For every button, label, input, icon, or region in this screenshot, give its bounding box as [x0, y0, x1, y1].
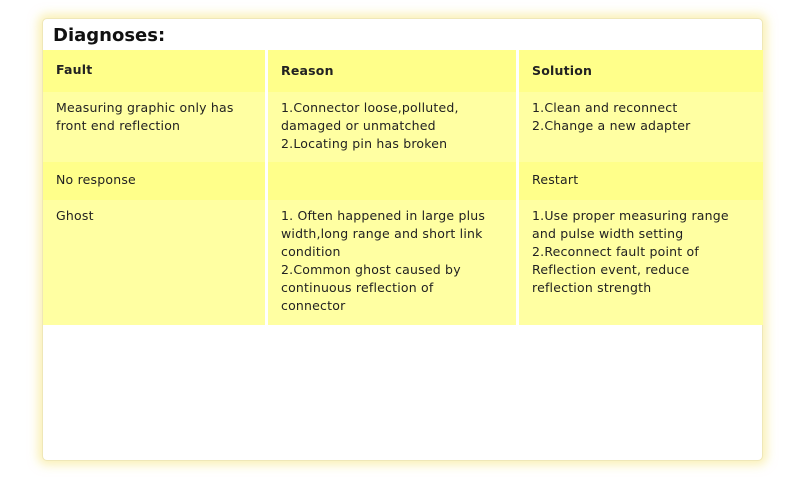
solution-line: 1.Clean and reconnect — [532, 100, 678, 115]
column-header-fault: Fault — [43, 50, 265, 92]
table-cell-reason — [268, 162, 516, 200]
reason-line: 1.Connector loose,polluted, — [281, 100, 459, 115]
reason-line: connector — [281, 298, 346, 313]
reason-line: condition — [281, 244, 341, 259]
solution-line: Restart — [532, 172, 579, 187]
table-cell-solution — [519, 162, 763, 200]
fault-text: Measuring graphic only has front end reflection — [56, 100, 234, 133]
solution-list — [532, 99, 753, 135]
solution-line: Reflection event, reduce — [532, 262, 690, 277]
solution-line: 2.Change a new adapter — [532, 118, 691, 133]
reason-line: width,long range and short link — [281, 226, 483, 241]
solution-line: and pulse width setting — [532, 226, 684, 241]
column-header-solution: Solution — [519, 50, 763, 92]
reason-line: continuous reflection of — [281, 280, 434, 295]
table-cell-fault — [43, 162, 265, 200]
table-cell-solution — [519, 200, 763, 325]
reason-line: damaged or unmatched — [281, 118, 436, 133]
table-cell-reason — [268, 200, 516, 325]
solution-list — [532, 207, 753, 297]
table-cell-fault — [43, 200, 265, 325]
solution-line: 1.Use proper measuring range — [532, 208, 729, 223]
reason-list — [281, 207, 506, 315]
table-cell-fault — [43, 92, 265, 162]
reason-line: 1. Often happened in large plus — [281, 208, 486, 223]
table-cell-solution — [519, 92, 763, 162]
column-header-reason: Reason — [268, 50, 516, 92]
diagnoses-table — [43, 50, 763, 325]
solution-line: reflection strength — [532, 280, 652, 295]
fault-text: Ghost — [56, 208, 94, 223]
reason-list — [281, 99, 506, 153]
reason-line: 2.Locating pin has broken — [281, 136, 448, 151]
panel-title: Diagnoses: — [53, 25, 166, 46]
solution-line: 2.Reconnect fault point of — [532, 244, 699, 259]
fault-text: No response — [56, 172, 136, 187]
diagnoses-panel — [42, 18, 763, 461]
table-cell-reason — [268, 92, 516, 162]
reason-line: 2.Common ghost caused by — [281, 262, 461, 277]
